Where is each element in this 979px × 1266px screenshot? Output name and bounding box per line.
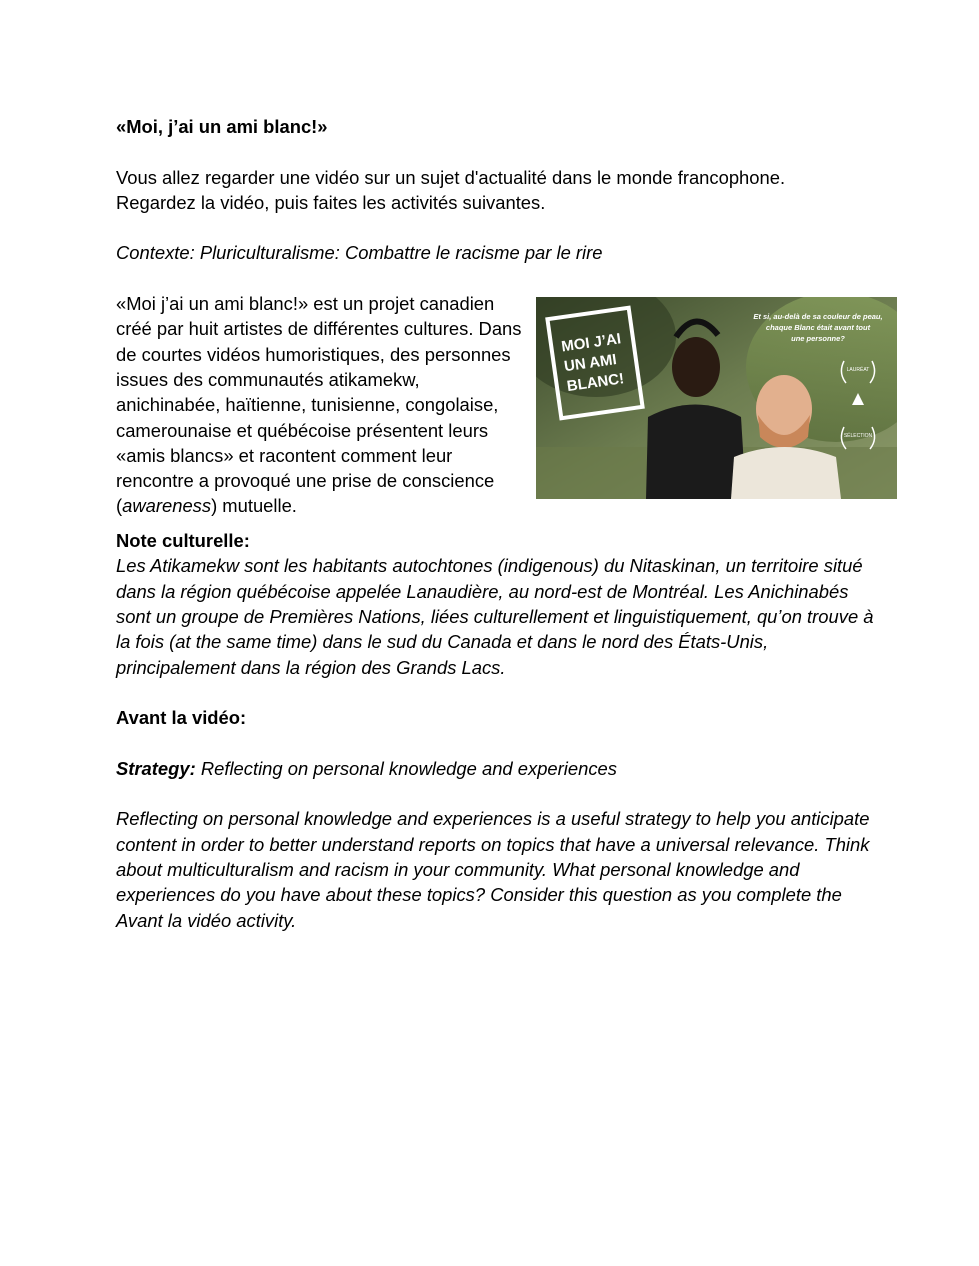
tagline-line-2: chaque Blanc était avant tout — [765, 323, 871, 333]
spacer — [116, 518, 876, 528]
document-title: «Moi, j’ai un ami blanc!» — [116, 116, 328, 137]
description-text-b: ) mutuelle. — [211, 495, 297, 517]
before-video-heading: Avant la vidéo: — [116, 707, 247, 729]
strategy-text: Reflecting on personal knowledge and experiences — [195, 757, 617, 779]
laurel-label-2: SÉLECTION — [843, 433, 873, 440]
spacer — [116, 680, 876, 705]
spacer — [116, 266, 876, 291]
logo-line-3: BLANC! — [565, 370, 626, 396]
poster-illustration — [536, 297, 897, 499]
document-page — [116, 114, 883, 933]
description-text-a: «Moi j’ai un ami blanc!» est un projet canadien créé par huit artistes de différentes cultures. Dans de courtes vidéos humoristiques, des personnes issues des communautés atikamekw, anichinabée, haïtienne, tunisienne, congolaise, camerounaise et québécoise présentent leurs «amis blancs» et racontent comment leur rencontre a provoqué une prise de conscience ( — [116, 293, 522, 517]
tagline-line-1: Et si, au-delà de sa couleur de peau, — [753, 312, 883, 322]
spacer — [116, 139, 876, 164]
strategy-paragraph: Reflecting on personal knowledge and experiences is a useful strategy to help you anticipate content in order to better understand reports on topics that have a universal relevance. Think about multiculturalism and racism in your community. What personal knowledge and experiences do you have about these topics? Consider this question as you complete the Avant la vidéo activity. — [116, 808, 870, 931]
awareness-term: awareness — [122, 495, 212, 517]
strategy-label: Strategy: — [116, 757, 196, 779]
spacer — [116, 730, 876, 755]
video-poster-image — [536, 297, 897, 499]
strategy-line — [116, 756, 876, 781]
spacer — [116, 215, 876, 240]
spacer — [116, 781, 876, 806]
laurel-label-1: LAURÉAT — [846, 367, 870, 374]
person-left-body — [646, 405, 746, 500]
note-heading: Note culturelle: — [116, 530, 250, 552]
person-right-body — [731, 447, 841, 499]
logo-line-2: UN AMI — [563, 351, 618, 376]
tagline-line-3: une personne? — [791, 334, 845, 344]
intro-line-1: Vous allez regarder une vidéo sur un sujet d'actualité dans le monde francophone. — [116, 166, 786, 188]
context-line: Contexte: Pluriculturalisme: Combattre le racisme par le rire — [116, 242, 603, 264]
logo-line-1: MOI J’AI — [560, 330, 623, 356]
person-left-head — [672, 337, 720, 397]
note-body: Les Atikamekw sont les habitants autochtones (indigenous) du Nitaskinan, un territoire situé dans la région québécoise appelée Lanaudière, au nord-est de Montréal. Les Anichinabés sont un groupe de Premières Nations, liées culturellement et linguistiquement, qu’on trouve à la fois (at the same time) dans le sud du Canada et dans le nord des États-Unis, principalement dans la région des Grands Lacs. — [116, 555, 874, 678]
description-section — [116, 291, 883, 518]
intro-line-2: Regardez la vidéo, puis faites les activités suivantes. — [116, 191, 546, 213]
project-description — [116, 291, 526, 519]
